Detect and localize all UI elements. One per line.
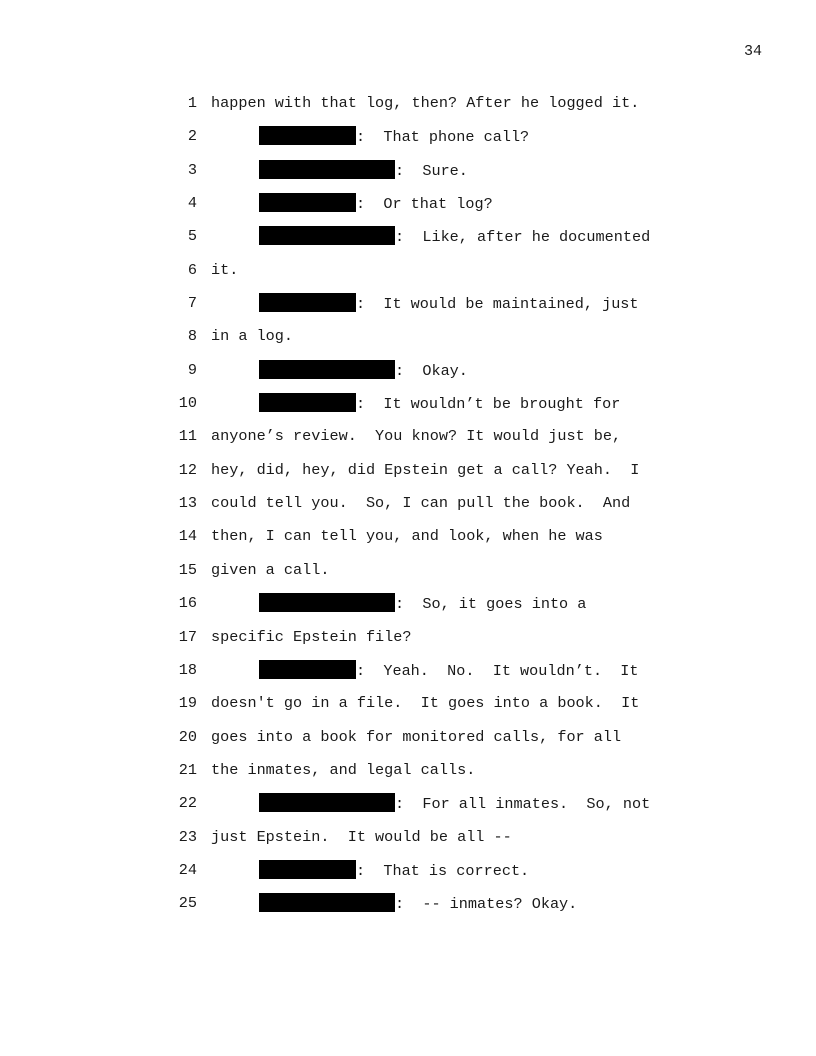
line-content: then, I can tell you, and look, when he was — [211, 527, 603, 546]
line-content: : Sure. — [395, 161, 468, 180]
speaker-line-text — [259, 393, 620, 414]
line-content: : So, it goes into a — [395, 595, 587, 614]
line-content: : -- inmates? Okay. — [395, 895, 578, 914]
line-text — [211, 260, 238, 280]
transcript-line — [160, 593, 720, 626]
line-text — [211, 827, 512, 847]
transcript-line — [160, 426, 720, 459]
redacted-speaker-name — [259, 893, 395, 912]
line-content: given a call. — [211, 560, 330, 579]
page-number: 34 — [743, 43, 762, 60]
redacted-speaker-name — [259, 660, 356, 679]
line-number: 15 — [178, 560, 197, 579]
line-content: : That is correct. — [356, 861, 530, 880]
line-text — [211, 93, 639, 113]
redacted-speaker-name — [259, 593, 395, 612]
transcript-line — [160, 360, 720, 393]
line-content: doesn't go in a file. It goes into a book. It — [211, 694, 640, 713]
line-number: 13 — [178, 494, 197, 513]
transcript-line — [160, 827, 720, 860]
line-number: 16 — [178, 594, 197, 613]
line-content: in a log. — [211, 327, 294, 346]
line-number: 17 — [178, 627, 197, 646]
line-content: : That phone call? — [356, 128, 530, 147]
speaker-line-text — [259, 160, 468, 181]
transcript-line — [160, 760, 720, 793]
line-content: hey, did, hey, did Epstein get a call? Yeah. I — [211, 460, 640, 479]
speaker-line-text — [259, 893, 577, 914]
transcript-line — [160, 93, 720, 126]
line-number: 6 — [187, 260, 197, 279]
line-content: it. — [211, 260, 239, 279]
transcript-line — [160, 126, 720, 159]
redacted-speaker-name — [259, 293, 356, 312]
redacted-speaker-name — [259, 393, 356, 412]
line-text — [211, 426, 621, 446]
redacted-speaker-name — [259, 160, 395, 179]
line-text — [211, 760, 475, 780]
speaker-line-text — [259, 660, 639, 681]
line-text — [211, 493, 630, 513]
line-number: 23 — [178, 827, 197, 846]
line-number: 3 — [187, 160, 197, 179]
transcript-line — [160, 627, 720, 660]
line-number: 1 — [187, 94, 197, 112]
line-number: 10 — [178, 394, 197, 413]
transcript-line — [160, 727, 720, 760]
transcript-line — [160, 293, 720, 326]
transcript-line — [160, 493, 720, 526]
transcript-line — [160, 860, 720, 893]
line-content: : Okay. — [395, 361, 468, 380]
line-number: 7 — [187, 294, 197, 313]
transcript-line — [160, 660, 720, 693]
redacted-speaker-name — [259, 126, 356, 145]
redacted-speaker-name — [259, 193, 356, 212]
transcript-line — [160, 260, 720, 293]
speaker-line-text — [259, 360, 468, 381]
transcript-line — [160, 226, 720, 259]
speaker-line-text — [259, 793, 650, 814]
line-number: 21 — [178, 760, 197, 779]
redacted-speaker-name — [259, 226, 395, 245]
line-content: : Yeah. No. It wouldn’t. It — [356, 661, 639, 680]
transcript-line — [160, 693, 720, 726]
speaker-line-text — [259, 293, 639, 314]
line-text — [211, 526, 603, 546]
line-content: anyone’s review. You know? It would just be, — [211, 427, 622, 446]
transcript-line — [160, 793, 720, 826]
transcript-line — [160, 193, 720, 226]
line-content: : For all inmates. So, not — [395, 795, 651, 814]
line-content: happen with that log, then? After he logged it. — [211, 94, 640, 112]
line-number: 12 — [178, 460, 197, 479]
line-text — [211, 727, 621, 747]
line-number: 20 — [178, 727, 197, 746]
transcript-line — [160, 326, 720, 359]
transcript-line — [160, 526, 720, 559]
line-number: 18 — [178, 660, 197, 679]
line-number: 4 — [187, 194, 197, 213]
line-number: 8 — [187, 327, 197, 346]
line-content: : Or that log? — [356, 195, 493, 214]
line-text — [211, 627, 412, 647]
line-content: the inmates, and legal calls. — [211, 760, 476, 779]
transcript-body — [160, 93, 720, 927]
line-number: 5 — [187, 227, 197, 246]
line-content: : It would be maintained, just — [356, 295, 639, 314]
line-text — [211, 560, 329, 580]
redacted-speaker-name — [259, 360, 395, 379]
line-content: : Like, after he documented — [395, 228, 651, 247]
line-number: 22 — [178, 794, 197, 813]
redacted-speaker-name — [259, 793, 395, 812]
line-number: 14 — [178, 527, 197, 546]
speaker-line-text — [259, 593, 586, 614]
line-text — [211, 693, 639, 713]
speaker-line-text — [259, 193, 493, 214]
line-text — [211, 460, 639, 480]
speaker-line-text — [259, 126, 529, 147]
line-content: goes into a book for monitored calls, for all — [211, 727, 622, 746]
line-number: 9 — [187, 360, 197, 379]
line-number: 25 — [178, 894, 197, 913]
transcript-line — [160, 393, 720, 426]
transcript-line — [160, 460, 720, 493]
line-content: specific Epstein file? — [211, 627, 412, 646]
line-content: could tell you. So, I can pull the book. And — [211, 494, 631, 513]
line-text — [211, 326, 293, 346]
line-number: 19 — [178, 694, 197, 713]
line-number: 2 — [187, 127, 197, 146]
transcript-line — [160, 160, 720, 193]
line-number: 24 — [178, 860, 197, 879]
transcript-line — [160, 560, 720, 593]
line-content: just Epstein. It would be all -- — [211, 827, 512, 846]
speaker-line-text — [259, 860, 529, 881]
speaker-line-text — [259, 226, 650, 247]
redacted-speaker-name — [259, 860, 356, 879]
line-number: 11 — [178, 427, 197, 446]
transcript-line — [160, 893, 720, 926]
line-content: : It wouldn’t be brought for — [356, 395, 621, 414]
